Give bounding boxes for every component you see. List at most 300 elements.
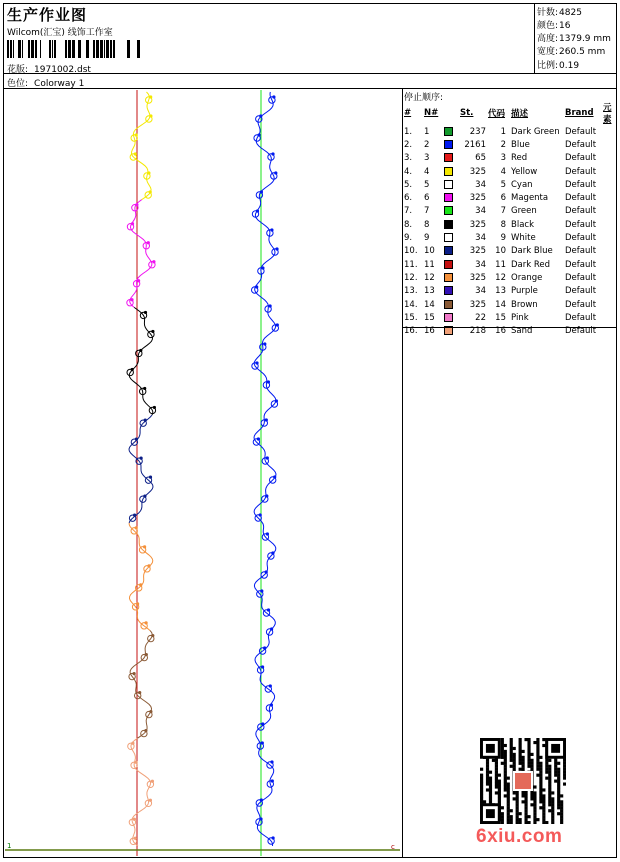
qr-module <box>533 794 536 797</box>
qr-module <box>533 809 536 812</box>
row-code: 1 <box>500 126 506 137</box>
qr-module <box>510 815 513 818</box>
row-index: 1. <box>404 126 413 137</box>
stitch-dot <box>263 342 266 345</box>
stat-label: 颜色: <box>537 21 559 31</box>
stitch-dot <box>138 691 141 694</box>
qr-module <box>489 785 492 788</box>
qr-module <box>519 762 522 765</box>
stitch-dot <box>259 114 262 117</box>
qr-module <box>501 747 504 750</box>
qr-module <box>533 821 536 824</box>
color-swatch <box>444 180 453 189</box>
row-code: 15 <box>495 312 506 323</box>
row-brand: Default <box>565 126 597 137</box>
qr-module <box>560 806 563 809</box>
row-swatch <box>443 191 459 204</box>
color-swatch <box>444 167 453 176</box>
design-label: 花版: <box>7 65 29 75</box>
stitch-path <box>129 523 153 631</box>
stitch-dot <box>270 703 273 706</box>
row-index: 8. <box>404 219 413 230</box>
qr-module <box>507 803 510 806</box>
qr-module <box>501 744 504 747</box>
row-needle: 2 <box>424 139 430 150</box>
qr-module <box>539 785 542 788</box>
stitch-path <box>130 631 152 739</box>
qr-module <box>501 815 504 818</box>
stitch-dot <box>263 646 266 649</box>
qr-module <box>510 759 513 762</box>
stitch-dot <box>136 602 139 605</box>
qr-module <box>560 812 563 815</box>
qr-module <box>480 768 483 771</box>
stat-width <box>537 44 605 57</box>
qr-module <box>524 797 527 800</box>
row-stitches: 34 <box>475 233 486 244</box>
row-brand: Default <box>565 233 597 244</box>
qr-module <box>557 803 560 806</box>
row-description: Green <box>511 206 537 217</box>
row-brand: Default <box>565 153 597 164</box>
qr-module <box>563 765 566 768</box>
qr-module <box>554 771 557 774</box>
stitch-path <box>132 92 152 200</box>
qr-module <box>536 759 539 762</box>
qr-module <box>480 800 483 803</box>
watermark: 6xiu.com <box>476 826 563 847</box>
qr-module <box>551 809 554 812</box>
barcode-bar <box>104 40 105 58</box>
qr-module <box>522 756 525 759</box>
stitch-dot <box>272 836 275 839</box>
qr-module <box>545 821 548 824</box>
row-needle: 3 <box>424 153 430 164</box>
qr-module <box>504 765 507 768</box>
stat-value: 260.5 mm <box>559 47 606 57</box>
qr-module <box>551 818 554 821</box>
barcode-bar <box>13 40 14 58</box>
qr-module <box>519 821 522 824</box>
qr-module <box>545 762 548 765</box>
qr-module <box>504 785 507 788</box>
qr-module <box>513 765 516 768</box>
qr-module <box>516 794 519 797</box>
qr-center-logo <box>515 773 531 789</box>
row-brand: Default <box>565 246 597 257</box>
qr-module <box>507 818 510 821</box>
barcode-bar <box>86 40 89 58</box>
row-index: 5. <box>404 179 413 190</box>
barcode-bar <box>72 40 75 58</box>
qr-module <box>563 777 566 780</box>
stitch-dot <box>149 95 152 98</box>
stitch-dot <box>270 760 273 763</box>
row-brand: Default <box>565 326 597 337</box>
axis-end-label: c <box>391 843 395 851</box>
qr-module <box>504 768 507 771</box>
qr-module <box>539 800 542 803</box>
qr-module <box>524 812 527 815</box>
axis-start-label: 1 <box>7 842 12 850</box>
row-code: 3 <box>500 153 506 164</box>
qr-module <box>495 768 498 771</box>
barcode-bar <box>18 40 21 58</box>
qr-module <box>507 800 510 803</box>
qr-module <box>551 800 554 803</box>
qr-module <box>510 747 513 750</box>
thread-table <box>403 101 617 338</box>
qr-module <box>527 759 530 762</box>
qr-code <box>480 738 566 824</box>
qr-finder <box>486 744 495 753</box>
qr-module <box>522 794 525 797</box>
qr-module <box>539 794 542 797</box>
color-swatch <box>444 260 453 269</box>
stitch-dot <box>149 710 152 713</box>
design-preview <box>3 88 403 858</box>
row-brand: Default <box>565 299 597 310</box>
row-description: Cyan <box>511 179 533 190</box>
col-code: 代码 <box>488 109 506 119</box>
qr-module <box>527 753 530 756</box>
color-swatch <box>444 206 453 215</box>
qr-module <box>530 765 533 768</box>
qr-module <box>548 797 551 800</box>
row-stitches: 218 <box>469 326 486 337</box>
qr-module <box>536 753 539 756</box>
qr-module <box>527 765 530 768</box>
qr-module <box>486 765 489 768</box>
qr-module <box>507 812 510 815</box>
qr-module <box>548 788 551 791</box>
qr-module <box>522 762 525 765</box>
stitch-dot <box>257 437 260 440</box>
row-stitches: 2161 <box>464 139 486 150</box>
stat-value: 16 <box>559 21 571 31</box>
qr-module <box>533 741 536 744</box>
barcode-bar <box>65 40 67 58</box>
row-needle: 15 <box>424 312 435 323</box>
stitch-dot <box>133 514 136 517</box>
qr-module <box>536 818 539 821</box>
barcode-bar <box>31 40 34 58</box>
row-code: 11 <box>495 259 506 270</box>
qr-module <box>554 765 557 768</box>
row-brand: Default <box>565 286 597 297</box>
stitch-dot <box>149 476 152 479</box>
qr-module <box>486 759 489 762</box>
qr-module <box>522 768 525 771</box>
stitch-dot <box>137 279 140 282</box>
qr-module <box>551 797 554 800</box>
stitch-dot <box>260 798 263 801</box>
qr-module <box>557 771 560 774</box>
qr-module <box>516 806 519 809</box>
stitch-dot <box>271 152 274 155</box>
stitch-path <box>254 92 276 846</box>
stitch-dot <box>265 570 268 573</box>
qr-module <box>507 782 510 785</box>
row-needle: 8 <box>424 219 430 230</box>
qr-module <box>557 780 560 783</box>
stitch-dot <box>275 247 278 250</box>
qr-module <box>522 800 525 803</box>
stitch-dot <box>271 779 274 782</box>
row-stitches: 325 <box>469 193 486 204</box>
row-description: Magenta <box>511 193 549 204</box>
table-row <box>403 205 617 218</box>
qr-module <box>554 762 557 765</box>
stitch-path <box>130 200 152 308</box>
barcode-bar <box>40 40 41 58</box>
barcode <box>7 40 143 58</box>
stitch-dot <box>269 304 272 307</box>
stat-scale <box>537 58 579 71</box>
barcode-bar <box>52 40 53 58</box>
qr-module <box>486 771 489 774</box>
qr-module <box>524 800 527 803</box>
qr-module <box>507 797 510 800</box>
qr-module <box>563 762 566 765</box>
qr-module <box>548 791 551 794</box>
qr-module <box>563 774 566 777</box>
stitch-dot <box>259 817 262 820</box>
stitch-dot <box>139 349 142 352</box>
qr-module <box>533 791 536 794</box>
row-swatch <box>443 218 459 231</box>
qr-module <box>495 782 498 785</box>
stitch-dot <box>275 399 278 402</box>
qr-module <box>519 744 522 747</box>
qr-module <box>530 759 533 762</box>
stitch-dot <box>267 608 270 611</box>
qr-module <box>513 762 516 765</box>
qr-module <box>516 809 519 812</box>
qr-module <box>557 782 560 785</box>
qr-module <box>504 756 507 759</box>
qr-module <box>551 803 554 806</box>
qr-module <box>542 794 545 797</box>
qr-module <box>492 759 495 762</box>
qr-module <box>504 782 507 785</box>
stat-label: 宽度: <box>537 47 559 57</box>
row-stitches: 65 <box>475 153 486 164</box>
qr-module <box>548 803 551 806</box>
qr-module <box>560 794 563 797</box>
qr-module <box>551 821 554 824</box>
row-swatch <box>443 152 459 165</box>
qr-module <box>498 794 501 797</box>
stitch-path <box>129 307 153 415</box>
table-row <box>403 258 617 271</box>
qr-module <box>548 771 551 774</box>
row-description: Dark Blue <box>511 246 553 257</box>
qr-module <box>539 788 542 791</box>
qr-module <box>533 800 536 803</box>
qr-module <box>560 803 563 806</box>
row-needle: 16 <box>424 326 435 337</box>
stat-value: 1379.9 mm <box>559 34 611 44</box>
qr-module <box>480 797 483 800</box>
color-swatch <box>444 246 453 255</box>
qr-module <box>510 741 513 744</box>
color-swatch <box>444 127 453 136</box>
qr-module <box>519 741 522 744</box>
table-row <box>403 138 617 151</box>
barcode-bar <box>7 40 9 58</box>
stat-height <box>537 31 611 44</box>
qr-module <box>480 785 483 788</box>
qr-module <box>557 768 560 771</box>
qr-module <box>542 815 545 818</box>
qr-module <box>480 782 483 785</box>
stats-box <box>534 3 618 73</box>
qr-module <box>507 809 510 812</box>
col-element: 元素 <box>603 103 612 125</box>
qr-module <box>504 771 507 774</box>
qr-module <box>560 821 563 824</box>
preview-svg <box>3 88 402 858</box>
qr-module <box>516 812 519 815</box>
qr-module <box>513 791 516 794</box>
row-stitches: 325 <box>469 166 486 177</box>
barcode-bar <box>35 40 37 58</box>
qr-module <box>554 768 557 771</box>
row-needle: 7 <box>424 206 430 217</box>
col-stitches: St. <box>460 108 474 118</box>
qr-module <box>551 806 554 809</box>
qr-module <box>480 780 483 783</box>
qr-module <box>548 777 551 780</box>
qr-module <box>548 765 551 768</box>
qr-module <box>504 780 507 783</box>
qr-module <box>510 756 513 759</box>
row-description: Dark Green <box>511 126 560 137</box>
color-swatch <box>444 313 453 322</box>
qr-module <box>516 821 519 824</box>
row-needle: 9 <box>424 233 430 244</box>
row-code: 5 <box>500 179 506 190</box>
stitch-dot <box>256 209 259 212</box>
barcode-bar <box>137 40 140 58</box>
qr-module <box>560 815 563 818</box>
qr-module <box>513 797 516 800</box>
qr-module <box>498 782 501 785</box>
qr-module <box>480 777 483 780</box>
barcode-bar <box>68 40 71 58</box>
row-brand: Default <box>565 206 597 217</box>
qr-module <box>548 785 551 788</box>
stitch-dot <box>272 95 275 98</box>
stitch-dot <box>140 457 143 460</box>
col-needle: N# <box>424 108 439 118</box>
qr-module <box>504 774 507 777</box>
barcode-bar <box>28 40 30 58</box>
stitch-dot <box>145 653 148 656</box>
qr-module <box>542 788 545 791</box>
table-row <box>403 218 617 231</box>
qr-module <box>551 791 554 794</box>
qr-module <box>519 812 522 815</box>
barcode-bar <box>100 40 103 58</box>
stitch-dot <box>145 621 148 624</box>
qr-module <box>501 806 504 809</box>
qr-module <box>557 762 560 765</box>
qr-module <box>498 791 501 794</box>
page-title: 生产作业图 <box>7 6 88 24</box>
table-row <box>403 191 617 204</box>
qr-module <box>507 815 510 818</box>
qr-module <box>530 762 533 765</box>
stat-value: 4825 <box>559 8 582 18</box>
row-description: Orange <box>511 272 543 283</box>
qr-module <box>527 744 530 747</box>
barcode-bar <box>49 40 51 58</box>
stitch-dot <box>153 406 156 409</box>
row-brand: Default <box>565 139 597 150</box>
row-code: 8 <box>500 219 506 230</box>
qr-module <box>548 768 551 771</box>
color-swatch <box>444 273 453 282</box>
qr-module <box>539 771 542 774</box>
stitch-dot <box>149 190 152 193</box>
qr-module <box>504 750 507 753</box>
qr-module <box>551 815 554 818</box>
qr-module <box>519 759 522 762</box>
qr-module <box>513 768 516 771</box>
qr-module <box>513 756 516 759</box>
row-stitches: 34 <box>475 206 486 217</box>
qr-module <box>516 797 519 800</box>
qr-module <box>504 759 507 762</box>
qr-module <box>530 753 533 756</box>
stop-sequence-title: 停止顺序: <box>404 93 444 103</box>
stitch-dot <box>151 634 154 637</box>
barcode-bar <box>93 40 95 58</box>
stitch-dot <box>258 133 261 136</box>
qr-module <box>539 806 542 809</box>
qr-module <box>563 771 566 774</box>
qr-module <box>545 765 548 768</box>
qr-module <box>524 794 527 797</box>
table-row <box>403 125 617 138</box>
qr-module <box>501 750 504 753</box>
row-stitches: 325 <box>469 299 486 310</box>
qr-module <box>498 788 501 791</box>
qr-module <box>519 753 522 756</box>
qr-module <box>542 738 545 741</box>
qr-module <box>542 821 545 824</box>
qr-module <box>522 791 525 794</box>
colorway-label: 色位: <box>7 79 29 89</box>
qr-module <box>533 806 536 809</box>
row-description: Brown <box>511 299 538 310</box>
row-brand: Default <box>565 179 597 190</box>
qr-module <box>548 794 551 797</box>
qr-module <box>536 768 539 771</box>
row-swatch <box>443 245 459 258</box>
stitch-dot <box>131 222 134 225</box>
qr-module <box>495 765 498 768</box>
stitch-dot <box>134 152 137 155</box>
qr-module <box>510 744 513 747</box>
stitch-dot <box>130 298 133 301</box>
stitch-path <box>131 738 151 846</box>
row-code: 10 <box>495 246 506 257</box>
stitch-dot <box>265 494 268 497</box>
stitch-dot <box>266 456 269 459</box>
